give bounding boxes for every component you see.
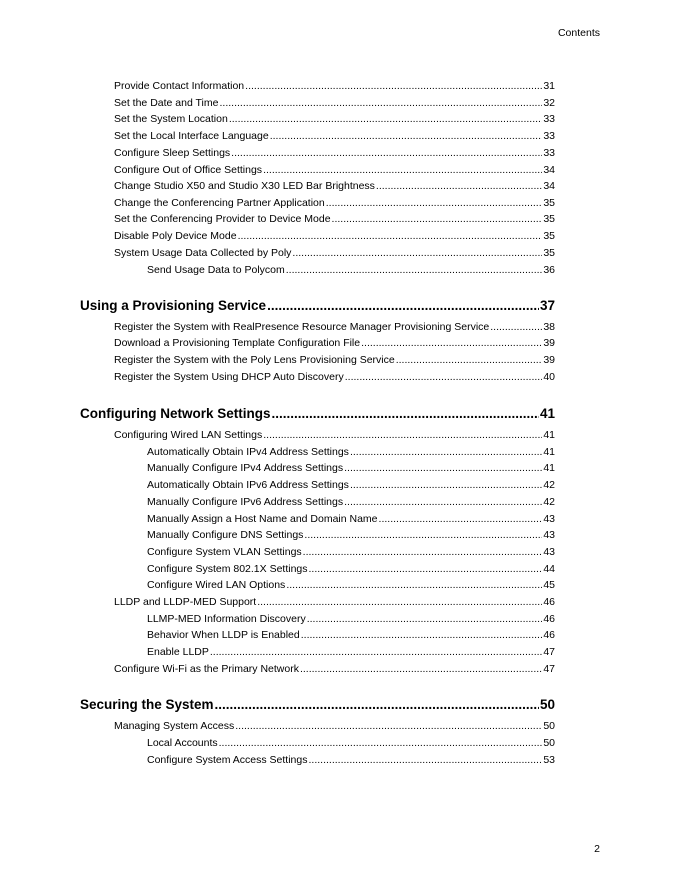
toc-leader	[286, 578, 542, 592]
toc-leader	[309, 753, 543, 767]
toc-entry-title: Manually Assign a Host Name and Domain Name	[147, 513, 378, 525]
toc-entry-page: 44	[543, 563, 555, 575]
toc-entry-page: 45	[543, 579, 555, 591]
toc-section-heading[interactable]	[80, 405, 555, 423]
toc-subentry[interactable]	[147, 478, 555, 492]
toc-entry-title: System Usage Data Collected by Poly	[114, 247, 292, 259]
toc-entry-page: 32	[543, 97, 555, 109]
toc-entry[interactable]	[114, 353, 555, 367]
toc-subentry[interactable]	[147, 528, 555, 542]
toc-subentry[interactable]	[147, 263, 555, 277]
toc-entry-title: Download a Provisioning Template Configuration File	[114, 337, 361, 349]
toc-leader	[490, 320, 542, 334]
toc-entry-page: 47	[543, 646, 555, 658]
toc-subentry[interactable]	[147, 645, 555, 659]
toc-leader	[229, 112, 542, 126]
toc-leader	[235, 719, 542, 733]
toc-entry-page: 43	[543, 529, 555, 541]
toc-leader	[344, 461, 542, 475]
toc-entry-page: 46	[543, 613, 555, 625]
toc-entry-page: 47	[543, 663, 555, 675]
toc-leader	[263, 163, 542, 177]
toc-section-page: 37	[539, 298, 555, 313]
page-number: 2	[594, 843, 600, 855]
toc-entry-title: Set the Local Interface Language	[114, 130, 269, 142]
toc-entry[interactable]	[114, 212, 555, 226]
toc-entry-page: 43	[543, 546, 555, 558]
toc-subentry[interactable]	[147, 445, 555, 459]
toc-entry[interactable]	[114, 96, 555, 110]
toc-leader	[304, 528, 542, 542]
toc-entry-page: 31	[543, 80, 555, 92]
toc-leader	[238, 229, 543, 243]
toc-leader	[396, 353, 543, 367]
toc-entry-title: Change the Conferencing Partner Application	[114, 197, 325, 209]
toc-entry-title: Configure Wired LAN Options	[147, 579, 286, 591]
toc-leader	[292, 246, 542, 260]
toc-section-title: Configuring Network Settings	[80, 406, 271, 421]
toc-leader	[345, 370, 543, 384]
toc-entry-page: 35	[543, 213, 555, 225]
toc-subentry[interactable]	[147, 512, 555, 526]
toc-subentry[interactable]	[147, 578, 555, 592]
toc-entry-page: 33	[543, 113, 555, 125]
toc-subentry[interactable]	[147, 612, 555, 626]
toc-entry[interactable]	[114, 336, 555, 350]
toc-entry-title: Enable LLDP	[147, 646, 209, 658]
toc-entry-page: 33	[543, 147, 555, 159]
toc-entry-page: 35	[543, 247, 555, 259]
toc-entry-title: Set the System Location	[114, 113, 228, 125]
toc-leader	[326, 196, 543, 210]
toc-leader	[210, 645, 542, 659]
toc-entry-page: 53	[543, 754, 555, 766]
toc-leader	[379, 512, 543, 526]
toc-leader	[219, 736, 543, 750]
toc-leader	[300, 662, 542, 676]
toc-entry-page: 34	[543, 180, 555, 192]
toc-leader	[301, 628, 543, 642]
toc-leader	[332, 212, 543, 226]
toc-entry-title: Manually Configure IPv6 Address Settings	[147, 496, 344, 508]
toc-entry-title: Provide Contact Information	[114, 80, 245, 92]
toc-entry[interactable]	[114, 146, 555, 160]
toc-leader	[350, 445, 542, 459]
toc-entry[interactable]	[114, 112, 555, 126]
toc-entry-title: Register the System Using DHCP Auto Discovery	[114, 371, 344, 383]
toc-entry-title: Configure Out of Office Settings	[114, 164, 263, 176]
toc-entry-title: Disable Poly Device Mode	[114, 230, 237, 242]
toc-leader	[303, 545, 543, 559]
toc-section-heading[interactable]	[80, 696, 555, 714]
toc-subentry[interactable]	[147, 753, 555, 767]
toc-entry-page: 41	[543, 446, 555, 458]
toc-entry-title: Managing System Access	[114, 720, 235, 732]
toc-entry-page: 38	[543, 321, 555, 333]
toc-entry[interactable]	[114, 370, 555, 384]
toc-entry[interactable]	[114, 196, 555, 210]
toc-section-title: Securing the System	[80, 697, 214, 712]
page-header-title: Contents	[557, 27, 600, 39]
toc-leader	[215, 696, 539, 714]
toc-entry[interactable]	[114, 662, 555, 676]
toc-entry[interactable]	[114, 229, 555, 243]
toc-leader	[307, 612, 543, 626]
toc-entry-title: Register the System with RealPresence Resource Manager Provisioning Service	[114, 321, 490, 333]
toc-entry-page: 40	[543, 371, 555, 383]
toc-entry-title: Configure Sleep Settings	[114, 147, 231, 159]
toc-entry-page: 43	[543, 513, 555, 525]
toc-entry[interactable]	[114, 320, 555, 334]
toc-entry-page: 42	[543, 479, 555, 491]
toc-leader	[376, 179, 542, 193]
toc-section-page: 50	[539, 697, 555, 712]
toc-entry-title: Configuring Wired LAN Settings	[114, 429, 263, 441]
toc-entry-page: 46	[543, 596, 555, 608]
toc-entry-page: 41	[543, 429, 555, 441]
toc-entry[interactable]	[114, 428, 555, 442]
toc-section-title: Using a Provisioning Service	[80, 298, 267, 313]
toc-entry-page: 39	[543, 337, 555, 349]
toc-section-heading[interactable]	[80, 297, 555, 315]
toc-entry-title: Configure System VLAN Settings	[147, 546, 302, 558]
toc-entry-page: 39	[543, 354, 555, 366]
toc-leader	[272, 405, 539, 423]
toc-entry-page: 46	[543, 629, 555, 641]
toc-subentry[interactable]	[147, 562, 555, 576]
toc-entry-title: Send Usage Data to Polycom	[147, 264, 285, 276]
toc-leader	[219, 96, 542, 110]
toc-entry-title: Automatically Obtain IPv4 Address Settings	[147, 446, 349, 458]
toc-leader	[361, 336, 542, 350]
toc-leader	[245, 79, 542, 93]
toc-entry[interactable]	[114, 79, 555, 93]
toc-entry-title: Set the Date and Time	[114, 97, 219, 109]
toc-entry-page: 42	[543, 496, 555, 508]
toc-entry-title: Register the System with the Poly Lens Provisioning Service	[114, 354, 395, 366]
toc-entry-title: Configure System Access Settings	[147, 754, 308, 766]
toc-entry[interactable]	[114, 719, 555, 733]
toc-entry-page: 41	[543, 462, 555, 474]
toc-entry[interactable]	[114, 595, 555, 609]
toc-entry-title: Manually Configure IPv4 Address Settings	[147, 462, 344, 474]
toc-leader	[270, 129, 543, 143]
toc-entry[interactable]	[114, 179, 555, 193]
toc-entry-title: Local Accounts	[147, 737, 218, 749]
toc-entry-title: Configure Wi-Fi as the Primary Network	[114, 663, 299, 675]
toc-subentry[interactable]	[147, 545, 555, 559]
toc-section-page: 41	[539, 406, 555, 421]
toc-entry-page: 35	[543, 230, 555, 242]
toc-entry-page: 50	[543, 720, 555, 732]
toc-leader	[257, 595, 542, 609]
toc-entry-title: Set the Conferencing Provider to Device Mode	[114, 213, 331, 225]
toc-entry[interactable]	[114, 163, 555, 177]
toc-leader	[309, 562, 543, 576]
toc-entry-page: 35	[543, 197, 555, 209]
toc-entry-page: 50	[543, 737, 555, 749]
toc-leader	[267, 297, 539, 315]
toc-entry[interactable]	[114, 246, 555, 260]
toc-entry-title: LLMP-MED Information Discovery	[147, 613, 306, 625]
toc-entry-title: Automatically Obtain IPv6 Address Settings	[147, 479, 349, 491]
toc-leader	[350, 478, 542, 492]
toc-subentry[interactable]	[147, 628, 555, 642]
toc-subentry[interactable]	[147, 736, 555, 750]
toc-entry-title: Behavior When LLDP is Enabled	[147, 629, 300, 641]
toc-entry-title: Change Studio X50 and Studio X30 LED Bar Brightness	[114, 180, 375, 192]
toc-entry-title: LLDP and LLDP-MED Support	[114, 596, 257, 608]
toc-leader	[286, 263, 543, 277]
toc-leader	[263, 428, 542, 442]
toc-subentry[interactable]	[147, 461, 555, 475]
toc-entry-page: 34	[543, 164, 555, 176]
toc-leader	[231, 146, 542, 160]
toc-entry-title: Configure System 802.1X Settings	[147, 563, 308, 575]
toc-subentry[interactable]	[147, 495, 555, 509]
toc-entry-title: Manually Configure DNS Settings	[147, 529, 304, 541]
toc-entry[interactable]	[114, 129, 555, 143]
toc-entry-page: 33	[543, 130, 555, 142]
toc-entry-page: 36	[543, 264, 555, 276]
toc-leader	[344, 495, 542, 509]
